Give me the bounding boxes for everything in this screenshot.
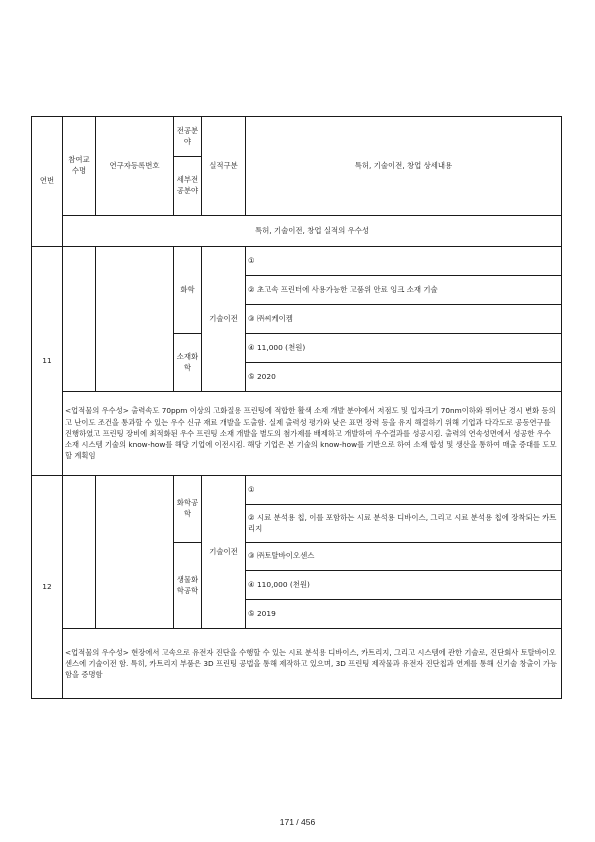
header-researcher-id: 연구자등록번호 [96,117,174,216]
record-no: 11 [32,247,63,476]
detail-item: ② 초고속 프린터에 사용가능한 고품위 안료 잉크 소재 기술 [246,276,562,305]
detail-item: ④ 11,000 (천원) [246,334,562,363]
detail-item: ① [246,476,562,505]
header-no: 연번 [32,117,63,247]
header-excellence: 특허, 기술이전, 창업 실적의 우수성 [63,216,562,247]
excellence-text: <업적물의 우수성> 출력속도 70ppm 이상의 고화질용 프린팅에 적합한 활색 소재 개발 분야에서 저점도 및 입자크기 70nm이하와 뛰어난 경시 변화 등의 고 난이도 조건을 통과할 수 있는 우수 신규 재료 개발을 도출함. 실제 출력성 평가와 낮은 표면 장력 등을 유지 해결하기 위해 기업과 다각도로 공동연구를 진행하였고 프린팅 장비에 최적화된 우수 프린팅 소재 개발을 별도의 첨가제를 배제하고 개발하여 우수결과를 성공시킴. 출력의 연속성면에서 성공한 우수 소재 시스템 기술의 know-how를 해당 기업에 이전시킴. 해당 기업은 본 기술의 know-how를 기반으로 하여 소재 합성 및 생산을 통하여 매출 증대를 도모할 계획임 [63,392,562,476]
header-participant-name: 참여교수명 [63,117,96,216]
header-detail-content: 특허, 기술이전, 창업 상세내용 [246,117,562,216]
header-detail-field: 세부전공분야 [174,157,202,216]
result-type: 기술이전 [202,476,246,629]
patent-tech-transfer-table [31,116,562,699]
detail-item: ② 시료 분석용 칩, 이를 포함하는 시료 분석용 디바이스, 그리고 시료 분석용 칩에 장착되는 카트리지 [246,505,562,543]
detail-item: ③ ㈜씨케이켐 [246,305,562,334]
header-result-type: 실적구분 [202,117,246,216]
researcher-id-cell [96,247,174,392]
participant-name-cell [63,247,96,392]
detail-field: 소재화학 [174,334,202,392]
detail-field: 생물화학공학 [174,543,202,629]
page-number: 171 / 456 [279,817,316,827]
detail-item: ⑤ 2019 [246,600,562,629]
researcher-id-cell [96,476,174,629]
major-field: 화학 [174,247,202,334]
participant-name-cell [63,476,96,629]
major-field: 화학공학 [174,476,202,543]
excellence-text: <업적물의 우수성> 현장에서 고속으로 유전자 진단을 수행할 수 있는 시료 분석용 디바이스, 카트리지, 그리고 시스템에 관한 기술로, 진단회사 토탈바이오센스에 기술이전 함. 특히, 카트리지 부품은 3D 프린팅 공법을 통해 제작하고 있으며, 3D 프린팅 제작물과 유전자 진단칩과 연계를 통해 신기술 창출이 가능함을 증명함 [63,629,562,699]
detail-item: ④ 110,000 (천원) [246,571,562,600]
header-major-field: 전공분야 [174,117,202,157]
detail-item: ③ ㈜토탈바이오센스 [246,543,562,571]
record-no: 12 [32,476,63,699]
detail-item: ① [246,247,562,276]
detail-item: ⑤ 2020 [246,363,562,392]
result-type: 기술이전 [202,247,246,392]
